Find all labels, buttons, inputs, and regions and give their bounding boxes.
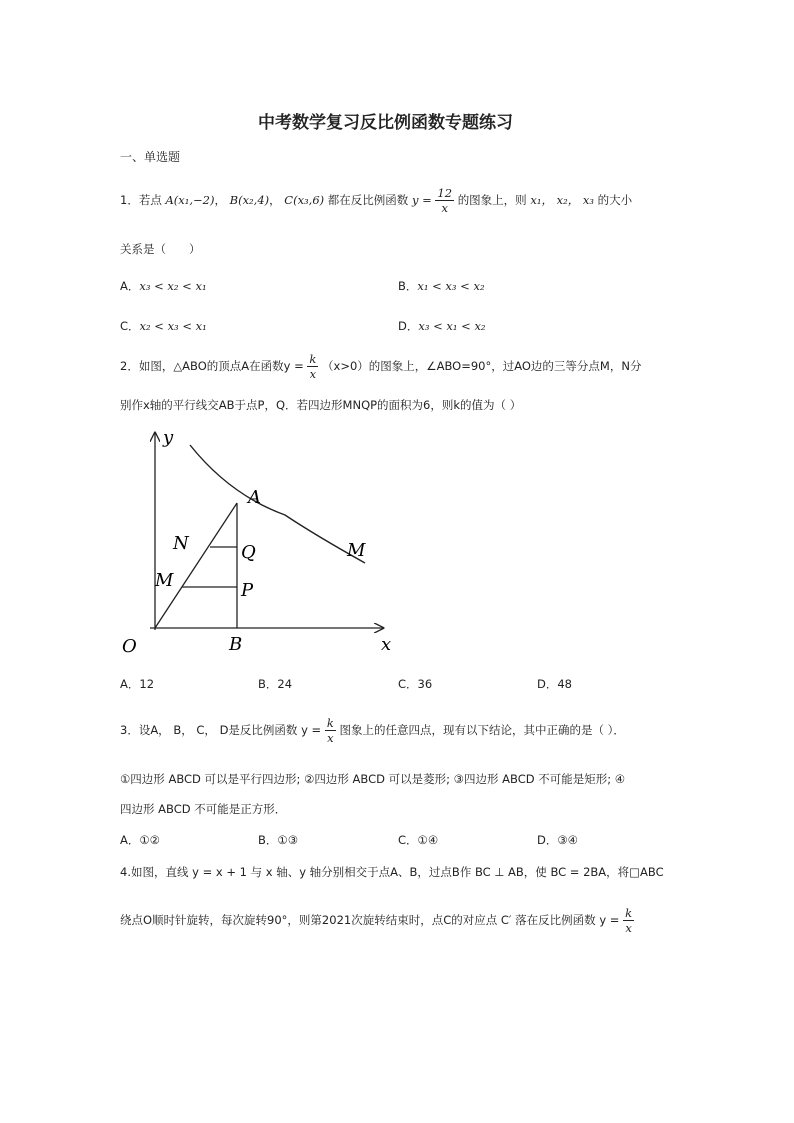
q1-func-lhs: y = — [411, 193, 432, 207]
option-label: C． — [398, 677, 418, 691]
label-y: y — [163, 427, 174, 448]
q3-tail: 图象上的任意四点，现有以下结论，其中正确的是（ ）． — [339, 723, 625, 737]
q4-frac-den: x — [625, 921, 632, 935]
q2-option-d[interactable] — [537, 676, 572, 692]
q2-frac-den: x — [309, 367, 317, 381]
option-label: C． — [120, 319, 140, 333]
question-1-line-1: 1．若点 A(x₁,−2)， B(x₂,4)， C(x₃,6) 都在反比例函数 y = $\frac{12}{x}$ 的图象上，则 x₁， x₂， x₃ 的大小 — [120, 186, 633, 215]
label-p: P — [241, 580, 254, 601]
q3-frac-den: x — [327, 731, 334, 745]
label-n: N — [173, 533, 189, 554]
option-expr: x₂ < x₃ < x₁ — [139, 319, 207, 333]
option-expr: ①③ — [277, 833, 299, 847]
option-label: D． — [537, 677, 558, 691]
option-expr: ③④ — [557, 833, 578, 847]
q1-option-b[interactable] — [398, 278, 485, 294]
q2-frac-num: k — [309, 352, 317, 366]
q1-option-c[interactable] — [120, 318, 207, 334]
label-a: A — [248, 487, 261, 508]
q1-point-c: C(x₃,6) — [284, 193, 325, 207]
option-label: A． — [120, 279, 140, 293]
label-curve-m: M — [347, 540, 366, 561]
label-m: M — [155, 570, 174, 591]
option-label: A． — [120, 677, 140, 691]
question-2-line-1 — [120, 352, 641, 381]
q4-frac-num: k — [625, 906, 633, 920]
question-4-line-1: 4.如图，直线 y = x + 1 与 x 轴、y 轴分别相交于点A、B，过点B作 BC ⊥ AB，使 BC = 2BA，将□ABC — [120, 865, 664, 879]
option-expr: x₃ < x₁ < x₂ — [418, 319, 486, 333]
q1-point-a: A(x₁,−2) — [165, 193, 215, 207]
option-expr: ①④ — [417, 833, 439, 847]
q3-option-b[interactable] — [258, 832, 298, 848]
section-heading: 一、单选题 — [120, 150, 181, 164]
q3-option-a[interactable] — [120, 832, 160, 848]
q3-prefix: 3．设A， B， C， D是反比例函数 y = — [120, 723, 322, 737]
question-4-line-2 — [120, 906, 634, 935]
page-title: 中考数学复习反比例函数专题练习 — [258, 113, 513, 133]
label-x: x — [381, 634, 392, 655]
option-label: B． — [258, 833, 278, 847]
q3-fraction — [325, 716, 336, 745]
q4-line-2-text: 绕点O顺时针旋转，每次旋转90°，则第2021次旋转结束时，点C的对应点 C′ 落在反比例函数 y = — [120, 913, 620, 927]
option-expr: x₁ < x₃ < x₂ — [417, 279, 485, 293]
q2-tail: （x>0）的图象上，∠ABO=90°，过AO边的三等分点M，N分 — [322, 359, 642, 373]
q3-option-d[interactable] — [537, 832, 578, 848]
segment-oa — [155, 503, 237, 628]
q3-option-c[interactable] — [398, 832, 438, 848]
option-expr: 48 — [557, 677, 572, 691]
q2-option-a[interactable] — [120, 676, 154, 692]
q1-frac-num: 12 — [437, 186, 453, 200]
q4-fraction — [623, 906, 634, 935]
q1-option-d[interactable] — [398, 318, 486, 334]
option-label: B． — [398, 279, 418, 293]
option-label: C． — [398, 833, 418, 847]
question-3-line-1 — [120, 716, 625, 745]
q2-option-c[interactable] — [398, 676, 432, 692]
option-label: D． — [537, 833, 558, 847]
q2-option-b[interactable] — [258, 676, 292, 692]
option-label: D． — [398, 319, 419, 333]
q1-end: 的大小 — [597, 193, 633, 207]
q1-frac-den: x — [441, 201, 448, 215]
label-q: Q — [241, 542, 256, 563]
q1-point-b: B(x₂,4) — [229, 193, 270, 207]
q2-prefix: 2．如图，△ABO的顶点A在函数y = — [120, 359, 304, 373]
q2-figure — [115, 425, 415, 660]
q1-fraction — [435, 186, 454, 215]
option-label: B． — [258, 677, 278, 691]
label-o: O — [122, 636, 137, 657]
question-1-line-2: 关系是（ ） — [120, 242, 201, 256]
option-expr: 36 — [417, 677, 433, 691]
q1-tail: 的图象上，则 — [457, 193, 527, 207]
q1-mid: 都在反比例函数 — [327, 193, 409, 207]
option-label: A． — [120, 833, 140, 847]
label-b: B — [229, 634, 243, 655]
q2-fraction — [307, 352, 318, 381]
question-3-line-3: 四边形 ABCD 不可能是正方形． — [120, 802, 287, 816]
option-expr: x₃ < x₂ < x₁ — [139, 279, 207, 293]
question-2-line-2: 别作x轴的平行线交AB于点P，Q．若四边形MNQP的面积为6，则k的值为（ ） — [120, 398, 522, 412]
option-expr: 24 — [277, 677, 293, 691]
q3-frac-num: k — [326, 716, 334, 730]
q1-vars: x₁， x₂， x₃ — [530, 193, 594, 207]
hyperbola-curve — [190, 445, 365, 563]
q1-prefix: 1．若点 — [120, 193, 162, 207]
question-3-line-2: ①四边形 ABCD 可以是平行四边形; ②四边形 ABCD 可以是菱形; ③四边形 ABCD 不可能是矩形; ④ — [120, 772, 626, 786]
q1-option-a[interactable] — [120, 278, 207, 294]
option-expr: ①② — [139, 833, 160, 847]
option-expr: 12 — [139, 677, 155, 691]
